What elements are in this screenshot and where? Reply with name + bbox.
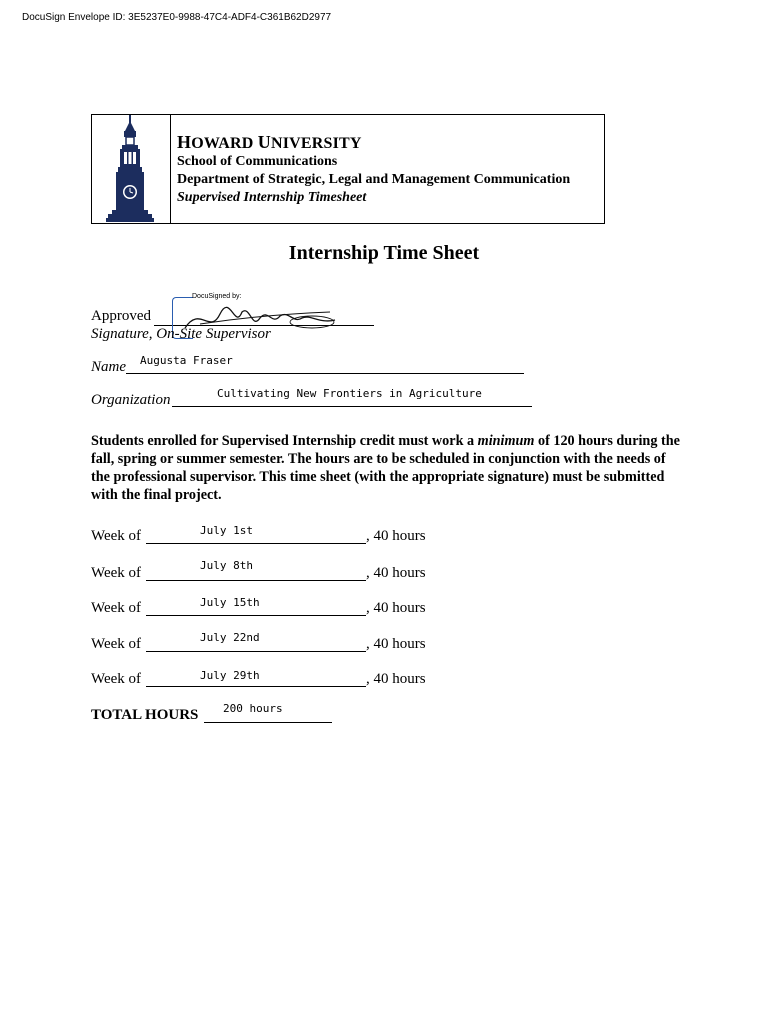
organization-label: Organization <box>91 392 171 408</box>
week-line <box>146 615 366 616</box>
document-subtitle: Supervised Internship Timesheet <box>177 190 367 205</box>
week-value[interactable]: July 29th <box>200 669 260 682</box>
approved-label: Approved <box>91 308 151 324</box>
week-value[interactable]: July 8th <box>200 559 253 572</box>
letterhead-text <box>177 133 570 207</box>
name-label: Name <box>91 359 126 375</box>
docusign-envelope-id: DocuSign Envelope ID: 3E5237E0-9988-47C4-ADF4-C361B62D2977 <box>22 12 332 23</box>
week-value[interactable]: July 22nd <box>200 631 260 644</box>
week-line <box>146 580 366 581</box>
organization-line <box>172 406 532 407</box>
organization-value[interactable]: Cultivating New Frontiers in Agriculture <box>217 387 482 400</box>
week-line <box>146 686 366 687</box>
week-hours: , 40 hours <box>366 600 426 616</box>
week-label: Week of <box>91 528 142 544</box>
week-hours: , 40 hours <box>366 671 426 687</box>
week-label: Week of <box>91 565 142 581</box>
week-label: Week of <box>91 600 142 616</box>
total-hours-label: TOTAL HOURS <box>91 707 199 723</box>
week-value[interactable]: July 15th <box>200 596 260 609</box>
week-value[interactable]: July 1st <box>200 524 253 537</box>
school-name: School of Communications <box>177 154 338 169</box>
university-name: HOWARD UNIVERSITY <box>177 132 362 152</box>
instructions-paragraph: Students enrolled for Supervised Internship credit must work a minimum of 120 hours during the fall, spring or summer semester. The hours are to be scheduled in conjunction with the needs of the professional supervisor. This time sheet (with the appropriate signature) must be submitted with the final project. <box>91 433 680 503</box>
week-hours: , 40 hours <box>366 528 426 544</box>
name-line <box>126 373 524 374</box>
docusigned-tag: DocuSigned by: <box>192 293 242 300</box>
week-hours: , 40 hours <box>366 565 426 581</box>
signature-caption: Signature, On-Site Supervisor <box>91 326 271 342</box>
week-label: Week of <box>91 636 142 652</box>
week-hours: , 40 hours <box>366 636 426 652</box>
week-line <box>146 543 366 544</box>
page-title: Internship Time Sheet <box>288 242 480 264</box>
total-hours-line <box>204 722 332 723</box>
week-line <box>146 651 366 652</box>
total-hours-value[interactable]: 200 hours <box>223 702 283 715</box>
clock-tower-logo-icon <box>98 115 162 225</box>
department-name: Department of Strategic, Legal and Management Communication <box>177 172 571 187</box>
letterhead-box <box>91 114 605 224</box>
week-label: Week of <box>91 671 142 687</box>
logo-cell <box>92 115 171 223</box>
name-value[interactable]: Augusta Fraser <box>140 354 233 367</box>
